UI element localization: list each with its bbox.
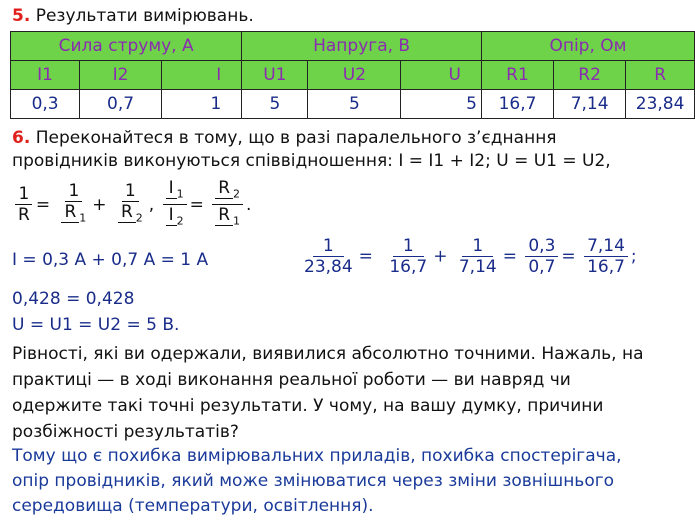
col-header: U: [401, 61, 482, 90]
denominator: 16,7: [389, 257, 428, 277]
denominator: 0,7: [528, 257, 556, 277]
answer-paragraph: [12, 444, 622, 519]
denominator: 7,14: [458, 257, 497, 277]
current-equation: I = 0,3 А + 0,7 А = 1 А: [12, 250, 209, 270]
col-header: I1: [11, 61, 80, 90]
col-header: U2: [308, 61, 401, 90]
task5-heading: [12, 6, 254, 26]
text-line: Рівності, які ви одержали, виявилися абсолютно точними. Нажаль, на: [12, 344, 644, 364]
operator: =: [502, 246, 517, 267]
group-current: Сила струму, А: [11, 32, 242, 61]
cell: 5: [242, 90, 308, 119]
task6-line1: [12, 128, 557, 148]
numerator: [212, 178, 243, 205]
cell: 5: [308, 90, 401, 119]
group-resistance: Опір, Ом: [481, 32, 694, 61]
text-line: опір провідників, який може змінюватися через зміни зовнішнього: [12, 471, 615, 491]
denominator: [115, 202, 146, 228]
symbol: R: [118, 202, 136, 223]
operator: =: [561, 246, 576, 267]
numerator: 1: [393, 236, 424, 257]
fraction: [584, 236, 628, 277]
numerator: 1: [122, 181, 139, 202]
fraction: [386, 236, 430, 277]
col-header: R1: [481, 61, 553, 90]
cell: 0,3: [11, 90, 80, 119]
col-header: I2: [80, 61, 162, 90]
denominator: [58, 202, 89, 228]
cell: 7,14: [554, 90, 626, 119]
subscript: 2: [233, 187, 241, 201]
symbol: I: [166, 205, 177, 226]
fraction: [456, 236, 500, 277]
fraction: [15, 184, 33, 225]
voltage-equation: U = U1 = U2 = 5 В.: [12, 315, 180, 335]
text-line: середовища (температури, освітлення).: [12, 496, 374, 516]
task-number: 6.: [12, 128, 31, 148]
col-header: I: [161, 61, 241, 90]
fraction: [163, 178, 187, 232]
operator: =: [35, 194, 51, 215]
operator: +: [92, 194, 107, 215]
punct: ;: [630, 246, 637, 267]
column-header-row: [11, 61, 695, 90]
col-header: R2: [554, 61, 626, 90]
symbol: R: [215, 178, 233, 199]
resistance-calc: [298, 236, 637, 277]
result-equation: 0,428 = 0,428: [12, 289, 135, 309]
text-line: практиці — в ході виконання реальної роботи — ви навряд чи: [12, 370, 571, 390]
task-title: Результати вимірювань.: [35, 6, 254, 26]
values-row: [11, 90, 695, 119]
col-header: R: [626, 61, 695, 90]
text-line: одержите такі точні результати. У чому, на вашу думку, причини: [12, 396, 604, 416]
numerator: 1: [462, 236, 493, 257]
symbol: R: [61, 202, 79, 223]
parallel-formula: [12, 178, 251, 232]
denominator: [163, 205, 187, 231]
subscript: 2: [176, 214, 184, 228]
col-header: U1: [242, 61, 308, 90]
subscript: 1: [79, 211, 87, 225]
task-number: 5.: [12, 6, 31, 26]
operator: =: [358, 246, 373, 267]
numerator: 1: [15, 184, 32, 205]
cell: 5: [401, 90, 482, 119]
denominator: R: [18, 205, 30, 226]
fraction: [212, 178, 243, 232]
task6-line2: провідників виконуються співвідношення: I = I1 + I2; U = U1 = U2,: [12, 151, 611, 171]
cell: 23,84: [626, 90, 695, 119]
measurements-table: [10, 31, 695, 119]
cell: 1: [161, 90, 241, 119]
subscript: 1: [176, 187, 184, 201]
cell: 16,7: [481, 90, 553, 119]
numerator: 7,14: [584, 236, 628, 257]
fraction: [301, 236, 356, 277]
text: Переконайтеся в тому, що в разі паралельного з’єднання: [35, 128, 557, 148]
question-paragraph: [12, 341, 644, 445]
operator: =: [189, 194, 204, 215]
group-header-row: [11, 32, 695, 61]
symbol: R: [215, 205, 233, 226]
denominator: [212, 205, 243, 231]
numerator: 0,3: [525, 236, 558, 257]
numerator: 1: [65, 181, 82, 202]
denominator: 23,84: [304, 257, 353, 277]
operator: +: [433, 246, 448, 267]
symbol: I: [166, 178, 177, 199]
fraction: [525, 236, 558, 277]
denominator: 16,7: [587, 257, 625, 277]
text-line: розбіжності результатів?: [12, 422, 239, 442]
text-line: Тому що є похибка вимірювальних приладів, похибка спостерігача,: [12, 446, 622, 466]
punct: .: [246, 194, 252, 215]
fraction: [115, 181, 146, 228]
punct: ,: [148, 194, 155, 215]
subscript: 1: [233, 214, 241, 228]
numerator: 1: [313, 236, 344, 257]
cell: 0,7: [80, 90, 162, 119]
group-voltage: Напруга, В: [242, 32, 482, 61]
fraction: [58, 181, 89, 228]
numerator: [163, 178, 187, 205]
subscript: 2: [135, 211, 143, 225]
